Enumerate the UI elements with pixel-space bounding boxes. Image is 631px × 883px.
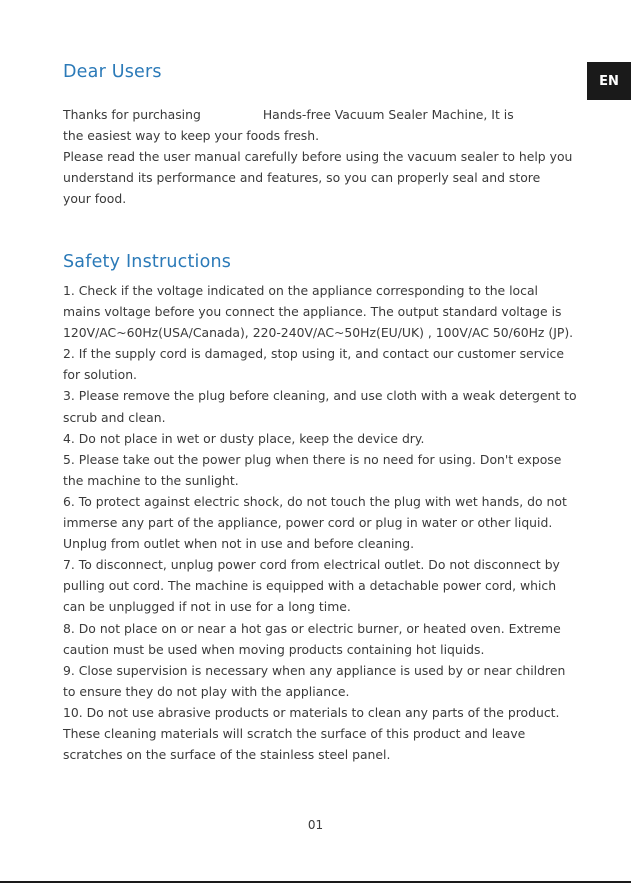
page-number: 01 (307, 818, 324, 832)
safety-line: 3. Please remove the plug before cleaning, and use cloth with a weak detergent to (63, 388, 577, 404)
intro-line: your food. (63, 191, 127, 207)
intro-line: understand its performance and features, so you can properly seal and store (63, 170, 541, 186)
safety-line: 9. Close supervision is necessary when any appliance is used by or near children (63, 662, 566, 678)
safety-line: can be unplugged if not in use for a long time. (63, 599, 351, 615)
safety-line: 7. To disconnect, unplug power cord from electrical outlet. Do not disconnect by (63, 557, 560, 573)
dear-users-paragraph (63, 104, 573, 209)
dear-users-heading: Dear Users (63, 62, 162, 82)
safety-line: 1. Check if the voltage indicated on the appliance corresponding to the local (63, 283, 538, 298)
safety-line: mains voltage before you connect the appliance. The output standard voltage is (63, 304, 562, 320)
safety-line: the machine to the sunlight. (63, 472, 239, 488)
intro-line: Please read the user manual carefully before using the vacuum sealer to help you (63, 149, 573, 165)
safety-line: immerse any part of the appliance, power cord or plug in water or other liquid. (63, 515, 553, 531)
safety-line: caution must be used when moving products containing hot liquids. (63, 641, 485, 657)
safety-line: pulling out cord. The machine is equipped with a detachable power cord, which (63, 578, 557, 594)
safety-instructions-heading: Safety Instructions (63, 252, 232, 272)
safety-line: scrub and clean. (63, 409, 166, 425)
safety-line: These cleaning materials will scratch the surface of this product and leave (63, 725, 526, 741)
safety-instructions-list (63, 280, 577, 765)
safety-line: to ensure they do not play with the appliance. (63, 683, 350, 699)
safety-line: 2. If the supply cord is damaged, stop using it, and contact our customer service (63, 346, 564, 362)
safety-line: 6. To protect against electric shock, do not touch the plug with wet hands, do not (63, 493, 567, 509)
intro-line (63, 104, 573, 125)
safety-line: 8. Do not place on or near a hot gas or electric burner, or heated oven. Extreme (63, 620, 561, 636)
intro-line: the easiest way to keep your foods fresh. (63, 128, 320, 144)
safety-line: 120V/AC~60Hz(USA/Canada), 220-240V/AC~50Hz(EU/UK) , 100V/AC 50/60Hz (JP). (63, 325, 574, 341)
safety-line: for solution. (63, 367, 137, 383)
safety-line: Unplug from outlet when not in use and before cleaning. (63, 536, 415, 552)
safety-line: 10. Do not use abrasive products or materials to clean any parts of the product. (63, 704, 560, 720)
intro-line-part-a: Thanks for purchasing (63, 107, 201, 122)
safety-line: 5. Please take out the power plug when there is no need for using. Don't expose (63, 451, 562, 467)
safety-line: 4. Do not place in wet or dusty place, keep the device dry. (63, 430, 425, 446)
intro-line-part-b: Hands-free Vacuum Sealer Machine, It is (262, 107, 514, 122)
safety-line: scratches on the surface of the stainless steel panel. (63, 747, 391, 763)
language-tab-en: EN (587, 62, 631, 100)
